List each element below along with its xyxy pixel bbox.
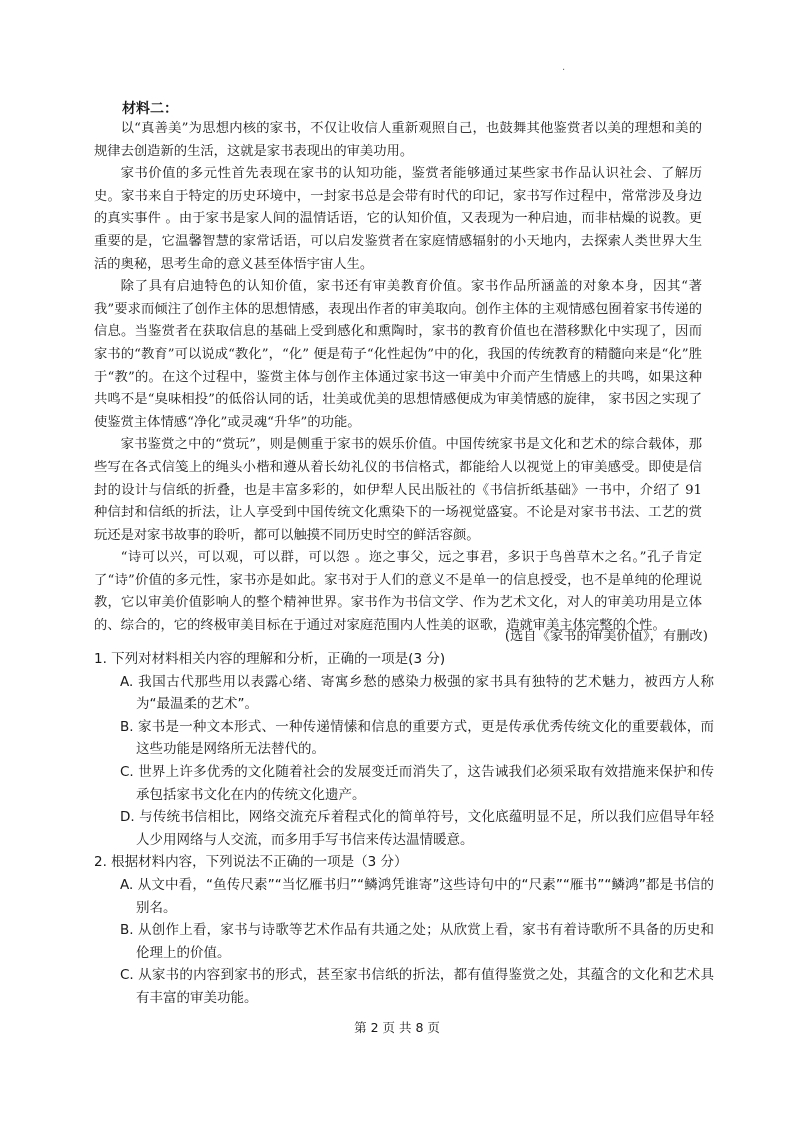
page-footer: 第 2 页 共 8 页	[354, 1020, 440, 1035]
passage-paragraph: 家书价值的多元性首先表现在家书的认知功能，鉴赏者能够通过某些家书作品认识社会、了解历史。家书来自于特定的历史环境中，一封家书总是会带有时代的印记，家书写作过程中，常常涉及身边的真实事件 。由于家书是家人间的温情话语，它的认知价值，又表现为一种启迪，而非枯燥的说教。更重要的是，它温馨智慧的家常话语，可以启发鉴赏者在家庭情感辐射的小天地内，去探索人类世界大生活的奥秘，思考生命的意义甚至体悟宇宙人生。	[94, 166, 702, 272]
passage-paragraph: 以“真善美”为思想内核的家书，不仅让收信人重新观照自己，也鼓舞其他鉴赏者以美的理想和美的规律去创造新的生活，这就是家书表现出的审美功用。	[94, 121, 702, 159]
question-2	[94, 851, 714, 1009]
passage-paragraph: 家书鉴赏之中的“赏玩”，则是侧重于家书的娱乐价值。中国传统家书是文化和艺术的综合载体，那些写在各式信笺上的绳头小楷和遵从着长幼礼仪的书信格式，都能给人以视觉上的审美感受。即使是信封的设计与信纸的折叠，也是丰富多彩的，如伊犁人民出版社的《书信折纸基础》一书中，介绍了 91 种信封和信纸的折法，让人享受到中国传统文化熏染下的一场视觉盛宴。不论是对家书书法、工艺的赏玩还是对家书故事的聆听，都可以触摸不同历史时空的鲜活容颜。	[94, 437, 702, 543]
question-1	[94, 648, 714, 851]
question-stem: 1. 下列对材料相关内容的理解和分析，正确的一项是(3 分)	[94, 651, 446, 667]
option-b: B. 从创作上看，家书与诗歌等艺术作品有共通之处；从欣赏上看，家书有着诗歌所不具备的历史和伦理上的价值。	[120, 922, 714, 961]
question-stem: 2. 根据材料内容，下列说法不正确的一项是（3 分）	[94, 854, 408, 871]
section-title: 材料二：	[122, 101, 178, 117]
passage-paragraph: 除了具有启迪特色的认知价值，家书还有审美教育价值。家书作品所涵盖的对象本身，因其“著我”要求而倾注了创作主体的思想情感，表现出作者的审美取向。创作主体的主观情感包囿着家书传递的信息。当鉴赏者在获取信息的基础上受到感化和熏陶时，家书的教育价值也在潜移默化中实现了，因而家书的“教育”可以说成“教化”，“化” 便是荀子“化性起伪”中的化，我国的传统教育的精髓向来是“化”胜于“教”的。在这个过程中，鉴赏主体与创作主体通过家书这一审美中介而产生情感上的共鸣，如果这种共鸣不是“臭味相投”的低俗认同的话，壮美或优美的思想情感便成为审美情感的旋律， 家书因之实现了使鉴赏主体情感“净化”或灵魂“升华”的功能。	[94, 279, 702, 430]
top-mark: .	[562, 62, 566, 73]
option-c: C. 世界上许多优秀的文化随着社会的发展变迁而消失了，这告诫我们必须采取有效措施来保护和传承包括家书文化在内的传统文化遗产。	[120, 763, 714, 803]
source-citation: (选自《家书的审美价值》，有删改)	[504, 629, 708, 644]
option-b: B. 家书是一种文本形式、一种传递情愫和信息的重要方式，更是传承优秀传统文化的重要载体，而这些功能是网络所无法替代的。	[120, 718, 714, 758]
passage-paragraph: “诗可以兴，可以观，可以群，可以怨 。迩之事父，远之事君，多识于鸟兽草木之名。”孔子肯定了“诗”价值的多元性，家书亦是如此。家书对于人们的意义不是单一的信息授受，也不是单纯的伦理说教，它以审美价值影响人的整个精神世界。家书作为书信文学、作为艺术文化，对人的审美功用是立体的、综合的，它的终极审美目标在于通过对家庭范围内人性美的讴歌，造就审美主体完整的个性。	[94, 550, 702, 634]
option-a: A. 从文中看，“鱼传尺素”“当忆雁书归”“鳞鸿凭谁寄”这些诗句中的“尺素”“雁书”“鳞鸿”都是书信的别名。	[120, 876, 714, 916]
questions	[94, 648, 714, 1010]
option-a: A. 我国古代那些用以表露心绪、寄寓乡愁的感染力极强的家书具有独特的艺术魅力，被西方人称为“最温柔的艺术”。	[120, 673, 714, 713]
option-d: D. 与传统书信相比，网络交流充斥着程式化的简单符号，文化底蕴明显不足，所以我们应倡导年轻人少用网络与人交流，而多用手写书信来传达温情暖意。	[120, 809, 714, 848]
option-c: C. 从家书的内容到家书的形式，甚至家书信纸的折法，都有值得鉴赏之处，其蕴含的文化和艺术具有丰富的审美功能。	[120, 967, 714, 1006]
passage	[94, 118, 702, 638]
